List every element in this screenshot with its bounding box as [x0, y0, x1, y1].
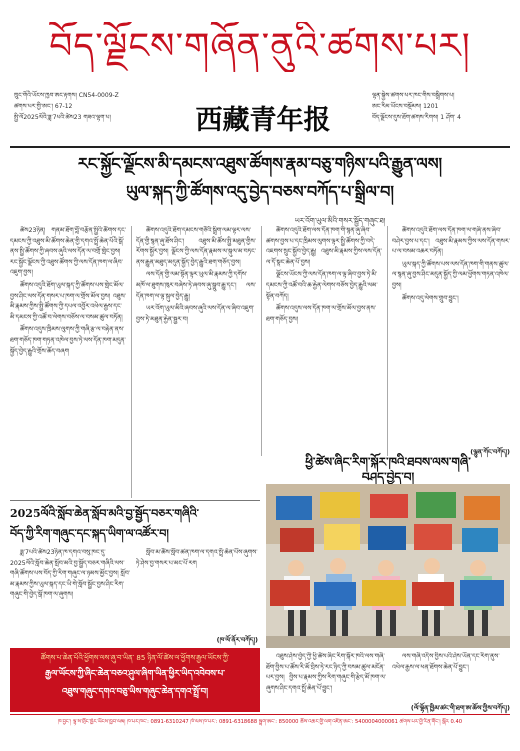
paragraph: ཚོགས་འདུ་ལེགས་གྲུབ་བྱུང་། [402, 294, 459, 302]
article1-column-4 [392, 226, 510, 444]
article2-column-1 [10, 548, 130, 638]
paragraph: ཚོགས་འདུས་ལས་དོན་ཁག་ལ་གྲོས་མོལ་བྱས་ནས་ཐག་གཅོད་བྱས། [266, 305, 377, 323]
meta-line: ཚགས་པར་གྱི་ཨང་། 67-12 [14, 103, 73, 110]
paragraph: ཚོགས་འདུའི་ཐོག་ལས་དོན་ཁག་གི་སྙན་ཞུ་ཞིབ་ཚགས་བྱས་པ་དང་ཁྲིམས་ལུགས་ལྟར་སྤྱི་ཚོགས་ཀྱི་བདེ་འཇགས་སྲུང་སྐྱོབ་བྱེད་རྒྱུ། འཐུས་མི་རྣམས་ཀྱིས་ལས་དོན་ལ་དོ་སྣང་ཆེན་པོ་བྱས། [266, 227, 382, 266]
column-divider [131, 226, 132, 498]
meta-line: ཁྲུང་གོའི་ཡོངས་ཁྱབ་ཨང་རྟགས། CN54-0009-Z [14, 92, 119, 99]
footer-divider [10, 714, 510, 715]
tibetan-masthead-title: བོད་ལྗོངས་གཞོན་ནུའི་ཚགས་པར། [49, 26, 471, 67]
article1-signature: (ལྷུན་ཀོང་བཀོད།) [470, 448, 510, 456]
article3-signature: (ལོ་ལྷོན་ཁྱིམ་ཚང་གི་ཐག་ཨ་ཆོས་ཀྱིས་བཀོད།) [410, 704, 510, 712]
paragraph: འཐུས་ཤེས་བྱེད་ཀྱི་ཕྱི་ཚེས་ཞིང་རིག་སྐོར་ཁའི་ལས་གཞི་ཐོག་བྱིས་པ་ཚོས་རི་མོ་བྲིས་ཏེ་རང་ཉིད་ཀྱི་བསམ་ཚུལ་མངོན་པར་བྱས། བྱིས་པ་རྣམས་ཀྱིས་རིག་གཞུང་གི་རྩེད་མོ་ཁག་ལ་ཞུགས་ཤིང་དགའ་སྤྲོ་ཆེན་པོ་བྱུང་། [266, 653, 386, 692]
paragraph: ཡུལ་སྐད་ཀྱི་ཚོགས་པས་ལས་དོན་ཁག་གི་གནས་ཚུལ་ལ་སྙན་ཞུ་བྱས་ཤིང་མདུན་སྐྱོད་ཀྱི་ལམ་ཕྱོགས་གཏན་འཁེལ་བྱས། [392, 260, 509, 289]
article1-column-3 [266, 226, 382, 454]
article3-heading-2: བཤད་བྱེད་བ། [361, 470, 415, 484]
paragraph: ཚོགས་འདུའི་ཐོག་ལས་དོན་ཁག་ལ་གཞི་ནས་ཞིབ་བཤེར་བྱས་པ་དང་། འཐུས་མི་རྣམས་ཀྱིས་ལས་དོན་གསར་པ་ལ་བསམ་འཆར་བཏོན། [392, 227, 510, 256]
paragraph: ལས་དོན་གྱི་ལམ་སྟོན་ལྟར་ཡུལ་མི་རྣམས་ཀྱི་དགོས་མཁོ་ལ་ཐུགས་ཁུར་བཞེས་ཏེ་ཞབས་ཞུ་སྒྲུབ་རྒྱུ་དང་། ལས་དོན་ཁག་ལ་ལྟ་སྐུལ་བྱེད་རྒྱུ། [136, 271, 256, 300]
paragraph: ཡར་འོག་ཡུལ་མིའི་ཞབས་ཞུའི་ལས་དོན་ལ་ཞིབ་འཇུག་བྱས་ཏེ་མཐུན་རྐྱེན་སྦྱར་བ། [136, 305, 255, 323]
article3-column-2 [392, 652, 510, 696]
children-artwork-photo [266, 484, 510, 648]
article2-heading: 2025ལོའི་སློབ་ཆེན་སློབ་མའི་བྱ་སྦྱོད་བཅར་གཞིའི་ [10, 507, 199, 520]
meta-line: ལྷན་སྐྱེས་ཚགས་པར་ཁང་གིས་བསྒྲིགས་པ། [372, 92, 455, 99]
article1-column-2 [136, 226, 256, 498]
footer-info: ཁ་བྱང་། ལྷ་ས་གྲོང་ཁྱེར་ཡོངས་ཁྱབ་ལམ། ཁ་པར་ཁང་: 0891-6310247 ཁེ་ལས་ཁ་པར་: 0891-6318688 སྦྲག་ཨང་: 850000 ཆོས་འཆར་གྱི་ལག་འཛིན་ཨང་: 5400004000061 ཚགས་པར་གྱི་རིན་གོང་། སྒོར 0.40 [57, 719, 463, 725]
chinese-masthead-title: 西藏青年报 [195, 105, 331, 136]
article3-heading: ཕྱི་ཚེས་ཞིང་རིག་སྐོར་ཁའི་ཐབས་ལས་གཞི་ [305, 455, 471, 469]
article2-signature: (ཁ་ལོ་ནོར་བཀོད།) [216, 636, 258, 644]
article2-column-2 [136, 548, 258, 630]
headline-line-1: རང་སྐྱོང་ལྗོངས་མི་དམངས་འཐུས་ཚོགས་རྣམ་བཅུ་གཉིས་པའི་རྒྱུན་ལས། [77, 154, 443, 173]
meta-line: སྤྱི་ལོ2025ལོའི་ཟླ་7པའི་ཚེས23 གཟའ་ལྷག་པ། [14, 114, 111, 121]
article2-heading-2: བོད་ཀྱི་རིག་གཞུང་དང་སྐད་ཡིག་ལ་འཚོར་བ། [10, 527, 169, 540]
paragraph: ཟླ་7པའི་ཚེས23ཉིན་ཁ་དགའ་བསུ་ཁང་དུ་2025ལོའི་སློབ་ཆེན་སློབ་མའི་བྱ་སྦྱོད་བཅར་གཞིའི་ལས་གཞི་ཚོགས་པས་བོད་ཀྱི་རིག་གཞུང་ལ་ཉམས་མྱོང་བྱས། སློབ་མ་རྣམས་ཀྱིས་ཡུལ་སྐད་དང་ཡི་གེ་སློབ་སྦྱོང་བྱས་ཤིང་རིག་གཞུང་གི་བྱེད་སྒོ་ཁག་ལ་ཞུགས། [10, 549, 130, 599]
paragraph: ཚོགས་འདུའི་ཐོག་དམངས་གཙོའི་སྒྲིག་ལམ་ལྟར་ལས་དོན་གྱི་སྙན་ཞུ་ཐོས་ཤིང་། འཐུས་མི་ཚོས་སྤྱི་མཐུན་གྱིས་རོགས་སྐྱོར་བྱས། ལྗོངས་ཀྱི་ལས་དོན་རྣམས་ལ་སྐུལ་མ་བཏང་ནས་རྒྱུན་མཐུད་མདུན་སྐྱོད་བྱེད་རྒྱུའི་ཐག་གཅོད་བྱས། [136, 227, 256, 266]
red-notice-box [10, 648, 260, 712]
notice-line-1: ཚོགས་པ་ཆེན་པོའི་ཕྱོགས་ལས་ཞུ་བ་ཡིན་ 85 ཉིན་ལོ་ཚེས་ལ་ཕྱོགས་རྒྱལ་ཡོངས་ཀྱི་ [40, 654, 230, 662]
notice-line-3: འཐུས་གཞུང་དགའ་བཅུ་ཡིས་གཞུང་ཆེན་དགའ་སྤྲོ་བ། [61, 687, 209, 697]
paragraph: ལས་གཞི་འདིས་བྱིས་པའི་ཤེས་ཡོན་དང་རིག་ནུས་འཕེལ་རྒྱས་ལ་ཕན་ཐོགས་ཆེན་པོ་བྱུང་། [392, 653, 500, 671]
masthead-divider [10, 146, 510, 148]
paragraph: ལྗོངས་ཡོངས་ཀྱི་ལས་དོན་ཁག་ལ་ལྟ་ཞིབ་བྱས་ཏེ་མི་དམངས་ཀྱི་འཚོ་བའི་ཆ་རྐྱེན་ལེགས་བཅོས་བྱེད་རྒྱུའི་ལམ་སྟོན་བཀོད། [266, 271, 378, 300]
notice-line-2: རྒྱལ་ཡོངས་ཀྱི་ཞིང་ཆེན་བཅའ་ཤུལ་ཞིག་ཡིན་ཕྱིར་ཡིད་འབེབས་པ་ [45, 669, 225, 679]
masthead-left-meta [14, 90, 179, 123]
masthead-right-meta [372, 90, 512, 123]
column-divider [261, 226, 262, 456]
meta-line: ཨང་རིམ་ཡོངས་བསྡོམས། 1201 [372, 103, 439, 110]
masthead [0, 0, 520, 150]
article1-column-1 [10, 226, 126, 498]
paragraph: ཚོགས་འདུས་ཁྲིམས་ལུགས་ཀྱི་གཞི་རྩ་ལ་བརྟེན་ནས་ཐག་གཅོད་ཁག་གཏན་འཁེལ་བྱས་ཏེ་ལས་དོན་ཁག་མདུན་སྐྱོད་བྱེད་རྒྱུའི་གྲོས་ཆོད་བཞག [10, 326, 126, 355]
section-divider [10, 500, 260, 501]
paragraph: ཚེས23ཉིན། གནམ་ཐོག་བློ་བརྩོན་སྤྱིའི་ཚོགས་དང་དམངས་ཀྱི་འཐུས་མི་ཚོགས་ཆེན་གྱི་དགའ་སྤྲོ་ཆེན་པོའི་སྒོ་ནས་སྤྱི་ཚོགས་ཀྱི་ཞབས་ཞུའི་ལས་དོན་ལ་བགྲོ་གླེང་བྱས། རང་སྐྱོང་ལྗོངས་ཀྱི་འཐུས་ཚོགས་ཀྱི་ལས་དོན་ཁག་ལ་ཞིབ་འཇུག་བྱས། [10, 227, 126, 277]
headline-line-2: ཡུལ་སྐད་ཀྱི་ཚོགས་འདུ་བྱེད་བཅས་བཀོད་པ་སྒྲིལ་བ། [126, 182, 394, 201]
lead-byline: ཡར་འོག་ཡུལ་མིའི་གསར་སྦྱོད་གཞུང་ཐ། [294, 217, 386, 225]
paragraph: ཚོགས་འདུའི་ཐོག་ཡུལ་སྐད་ཀྱི་ཚོགས་པས་གླེང་མོལ་བྱས་ཤིང་ལས་དོན་གསར་པ་ཁག་ལ་གྲོས་མོལ་བྱས། འཐུས་མི་རྣམས་ཀྱིས་སྤྱི་ཚོགས་ཀྱི་དཔལ་འབྱོར་འཕེལ་རྒྱས་དང་མི་དམངས་ཀྱི་འཚོ་བ་ལེགས་བཅོས་ལ་བསམ་ཚུལ་བཏོན། [10, 281, 126, 321]
paragraph: སློབ་མ་ཚོས་སློབ་ཚན་ཁག་ལ་དགའ་སྤྲོ་ཆེན་པོས་ཞུགས་ཏེ་ཤེས་བྱ་གསར་པ་མང་པོ་རག [136, 549, 258, 567]
lead-headline [10, 150, 510, 206]
meta-line: བོད་ལྗོངས་དུས་ཐོག་ཚགས་རིགས། 1 ཤོག་ 4 [372, 114, 461, 121]
column-divider [387, 226, 388, 456]
